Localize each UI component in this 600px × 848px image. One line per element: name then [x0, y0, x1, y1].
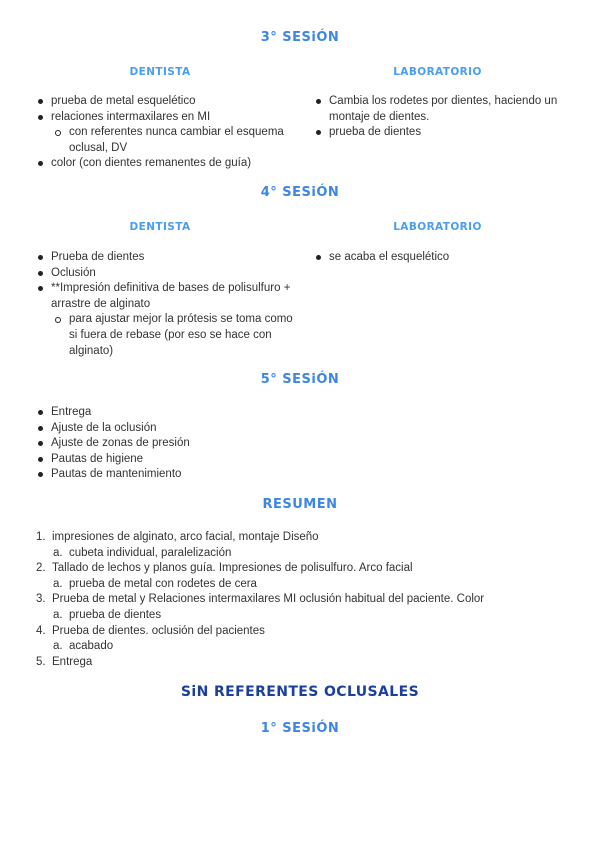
numbered-item: 4. Prueba de dientes. oclusión del pacientes: [36, 624, 265, 637]
list-item: Ajuste de la oclusión: [36, 421, 436, 437]
session-3-dentista-list: [36, 94, 286, 172]
list-item: prueba de dientes: [314, 125, 564, 141]
list-item: Ajuste de zonas de presión: [36, 436, 436, 452]
list-item: color (con dientes remanentes de guía): [36, 156, 286, 172]
lettered-subitem: a. cubeta individual, paralelización: [53, 546, 232, 559]
list-item: relaciones intermaxilares en MI: [36, 110, 286, 126]
list-item: Prueba de dientes: [36, 250, 296, 266]
session-1-title: 1° SESiÓN: [260, 721, 340, 736]
laboratorio-heading: LABORATORIO: [393, 221, 482, 233]
lettered-subitem: a. prueba de dientes: [53, 608, 162, 621]
dentista-heading: DENTISTA: [129, 66, 191, 78]
session-3-laboratorio-list: [314, 94, 564, 141]
list-item: **Impresión definitiva de bases de polisulfuro + arrastre de alginato: [36, 281, 296, 312]
bullet-icon: [38, 457, 43, 462]
list-item: Oclusión: [36, 266, 296, 282]
bullet-icon: [38, 410, 43, 415]
numbered-item: 3. Prueba de metal y Relaciones intermaxilares MI oclusión habitual del paciente. Color: [36, 593, 485, 606]
lettered-subitem: a. prueba de metal con rodetes de cera: [53, 577, 257, 590]
session-4-laboratorio-list: [314, 250, 564, 266]
list-item: prueba de metal esquelético: [36, 94, 286, 110]
bullet-icon: [316, 255, 321, 260]
bullet-icon: [316, 99, 321, 104]
dentista-heading: DENTISTA: [129, 221, 191, 233]
bullet-icon: [38, 255, 43, 260]
list-item: Entrega: [36, 405, 436, 421]
list-subitem: con referentes nunca cambiar el esquema oclusal, DV: [36, 125, 286, 156]
resumen-list: [36, 530, 566, 670]
lettered-subitem: a. acabado: [53, 640, 114, 653]
list-item: Pautas de mantenimiento: [36, 467, 436, 483]
list-item: Cambia los rodetes por dientes, haciendo un montaje de dientes.: [314, 94, 564, 125]
sin-referentes-title: SiN REFERENTES OCLUSALES: [180, 684, 420, 700]
resumen-title: RESUMEN: [262, 497, 338, 512]
numbered-item: 2. Tallado de lechos y planos guía. Impresiones de polisulfuro. Arco facial: [36, 562, 413, 575]
bullet-icon: [38, 99, 43, 104]
laboratorio-heading: LABORATORIO: [393, 66, 482, 78]
numbered-item: 1. impresiones de alginato, arco facial, montaje Diseño: [36, 531, 319, 543]
list-subitem: para ajustar mejor la prótesis se toma como si fuera de rebase (por eso se hace con alginato): [36, 312, 296, 359]
session-4-dentista-list: [36, 250, 296, 359]
list-item: Pautas de higiene: [36, 452, 436, 468]
numbered-item: 5. Entrega: [36, 655, 93, 668]
session-4-title: 4° SESiÓN: [260, 185, 340, 200]
session-5-title: 5° SESiÓN: [260, 372, 340, 387]
session-3-title: 3° SESiÓN: [260, 30, 340, 45]
list-item: se acaba el esquelético: [314, 250, 564, 266]
bullet-icon: [38, 271, 43, 276]
bullet-icon: [38, 426, 43, 431]
bullet-icon: [38, 115, 43, 120]
session-5-list: [36, 405, 436, 483]
